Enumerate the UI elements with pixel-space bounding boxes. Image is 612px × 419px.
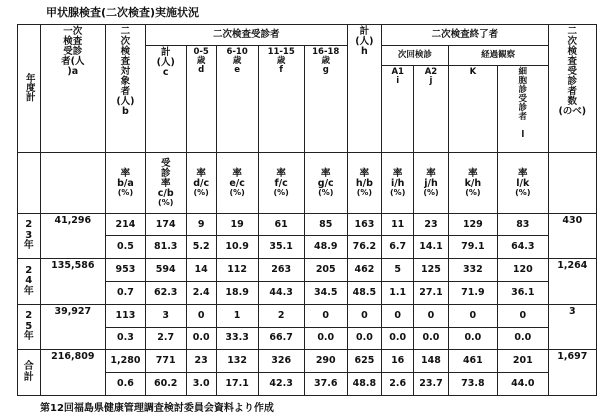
header-a: 一次 検査 受診 者(人 )a (40, 25, 106, 153)
rate-cell: 48.8 (347, 373, 381, 396)
count-cell: 11 (382, 213, 414, 236)
rate-cell: 71.9 (448, 281, 497, 304)
header-e: 6-10 歳 e (216, 45, 258, 153)
rate-cell: 0.0 (186, 327, 216, 350)
header-b: 二 次 検 査 対 象 者 (人) b (106, 25, 146, 153)
source-note: 第12回福島県健康管理調査検討委員会資料より作成 (40, 403, 274, 414)
row-year: 2 3 年 (18, 213, 41, 259)
header-l: 細 胞 診 受 診 者 l (498, 66, 549, 153)
count-cell: 953 (106, 259, 146, 282)
count-cell: 23 (414, 213, 448, 236)
header-next-exam: 次回検診 (382, 45, 449, 66)
count-cell: 16 (382, 350, 414, 373)
count-cell: 771 (145, 350, 186, 373)
table-row (18, 304, 597, 327)
rate-header-d: 率 d/c (%) (186, 153, 216, 213)
header-completed: 二次検査終了者 (382, 25, 548, 46)
rate-cell: 14.1 (414, 236, 448, 259)
count-cell: 83 (498, 213, 549, 236)
rate-header-h: 率 h/b (%) (347, 153, 381, 213)
count-cell: 2 (258, 304, 304, 327)
row-cumulative: 1,697 (548, 350, 596, 396)
count-cell: 1 (216, 304, 258, 327)
header-follow-up: 経過観察 (448, 45, 548, 66)
rate-cell: 2.7 (145, 327, 186, 350)
count-cell: 85 (304, 213, 347, 236)
count-cell: 132 (216, 350, 258, 373)
rate-cell: 81.3 (145, 236, 186, 259)
rate-cell: 17.1 (216, 373, 258, 396)
table-row (18, 350, 597, 373)
count-cell: 14 (186, 259, 216, 282)
rate-cell: 2.4 (186, 281, 216, 304)
page-title: 甲状腺検査(二次検査)実施状況 (46, 6, 200, 19)
table-row (18, 259, 597, 282)
count-cell: 61 (258, 213, 304, 236)
rate-cell: 1.1 (382, 281, 414, 304)
row-first-exam-count: 41,296 (40, 213, 106, 259)
rate-cell: 0.0 (498, 327, 549, 350)
count-cell: 129 (448, 213, 497, 236)
count-cell: 214 (106, 213, 146, 236)
rate-cell: 62.3 (145, 281, 186, 304)
row-first-exam-count: 39,927 (40, 304, 106, 350)
rate-header-e: 率 e/c (%) (216, 153, 258, 213)
rate-header-g: 率 g/c (%) (304, 153, 347, 213)
count-cell: 125 (414, 259, 448, 282)
rate-cell: 48.9 (304, 236, 347, 259)
row-first-exam-count: 216,809 (40, 350, 106, 396)
header-c: 計 (人) c (145, 45, 186, 153)
count-cell: 112 (216, 259, 258, 282)
count-cell: 461 (448, 350, 497, 373)
row-cumulative: 430 (548, 213, 596, 259)
header-j: A2 j (414, 66, 448, 153)
row-first-exam-count: 135,586 (40, 259, 106, 305)
count-cell: 0 (382, 304, 414, 327)
rate-cell: 27.1 (414, 281, 448, 304)
rate-cell: 3.0 (186, 373, 216, 396)
count-cell: 594 (145, 259, 186, 282)
count-cell: 201 (498, 350, 549, 373)
header-i: A1 i (382, 66, 414, 153)
count-cell: 462 (347, 259, 381, 282)
rate-cell: 0.7 (106, 281, 146, 304)
rate-cell: 0.0 (448, 327, 497, 350)
count-cell: 263 (258, 259, 304, 282)
rate-header-l: 率 l/k (%) (498, 153, 549, 213)
rate-cell: 37.6 (304, 373, 347, 396)
count-cell: 0 (186, 304, 216, 327)
count-cell: 1,280 (106, 350, 146, 373)
header-d: 0-5 歳 d (186, 45, 216, 153)
table-row (18, 213, 597, 236)
row-cumulative: 1,264 (548, 259, 596, 305)
secondary-exam-table (17, 24, 597, 396)
rate-cell: 34.5 (304, 281, 347, 304)
header-h: 計 (人) h (347, 25, 381, 153)
header-cumulative: 二 次 検 査 受 診 者 数 (のべ) (548, 25, 596, 153)
rate-cell: 18.9 (216, 281, 258, 304)
rate-header-f: 率 f/c (%) (258, 153, 304, 213)
rate-cell: 36.1 (498, 281, 549, 304)
count-cell: 0 (498, 304, 549, 327)
rate-cell: 0.0 (382, 327, 414, 350)
rate-cell: 5.2 (186, 236, 216, 259)
count-cell: 148 (414, 350, 448, 373)
count-cell: 0 (347, 304, 381, 327)
rate-cell: 6.7 (382, 236, 414, 259)
year-header: 年度計 (18, 25, 41, 153)
rate-cell: 0.0 (304, 327, 347, 350)
count-cell: 0 (448, 304, 497, 327)
count-cell: 0 (304, 304, 347, 327)
rate-cell: 79.1 (448, 236, 497, 259)
rate-cell: 73.8 (448, 373, 497, 396)
count-cell: 205 (304, 259, 347, 282)
rate-cell: 64.3 (498, 236, 549, 259)
rate-cell: 0.0 (414, 327, 448, 350)
count-cell: 19 (216, 213, 258, 236)
count-cell: 625 (347, 350, 381, 373)
header-secondary-examinees: 二次検査受診者 (145, 25, 347, 46)
row-year: 2 5 年 (18, 304, 41, 350)
rate-cell: 42.3 (258, 373, 304, 396)
rate-cell: 0.5 (106, 236, 146, 259)
rate-cell: 33.3 (216, 327, 258, 350)
count-cell: 120 (498, 259, 549, 282)
rate-header-k: 率 k/h (%) (448, 153, 497, 213)
rate-header-i: 率 i/h (%) (382, 153, 414, 213)
rate-header-j: 率 j/h (%) (414, 153, 448, 213)
row-year: 2 4 年 (18, 259, 41, 305)
rate-cell: 0.3 (106, 327, 146, 350)
row-cumulative: 3 (548, 304, 596, 350)
rate-cell: 10.9 (216, 236, 258, 259)
count-cell: 113 (106, 304, 146, 327)
count-cell: 174 (145, 213, 186, 236)
rate-cell: 23.7 (414, 373, 448, 396)
rate-cell: 35.1 (258, 236, 304, 259)
rate-cell: 76.2 (347, 236, 381, 259)
rate-cell: 0.0 (347, 327, 381, 350)
count-cell: 326 (258, 350, 304, 373)
rate-cell: 2.6 (382, 373, 414, 396)
count-cell: 23 (186, 350, 216, 373)
rate-cell: 66.7 (258, 327, 304, 350)
count-cell: 5 (382, 259, 414, 282)
count-cell: 290 (304, 350, 347, 373)
header-k: K (448, 66, 497, 153)
count-cell: 9 (186, 213, 216, 236)
count-cell: 332 (448, 259, 497, 282)
rate-cell: 0.6 (106, 373, 146, 396)
rate-header-c: 受 診 率 c/b (%) (145, 153, 186, 213)
row-year: 合 計 (18, 350, 41, 396)
count-cell: 3 (145, 304, 186, 327)
count-cell: 0 (414, 304, 448, 327)
rate-cell: 60.2 (145, 373, 186, 396)
rate-cell: 44.0 (498, 373, 549, 396)
header-f: 11-15 歳 f (258, 45, 304, 153)
header-g: 16-18 歳 g (304, 45, 347, 153)
count-cell: 163 (347, 213, 381, 236)
rate-cell: 44.3 (258, 281, 304, 304)
rate-cell: 48.5 (347, 281, 381, 304)
rate-header-b: 率 b/a (%) (106, 153, 146, 213)
